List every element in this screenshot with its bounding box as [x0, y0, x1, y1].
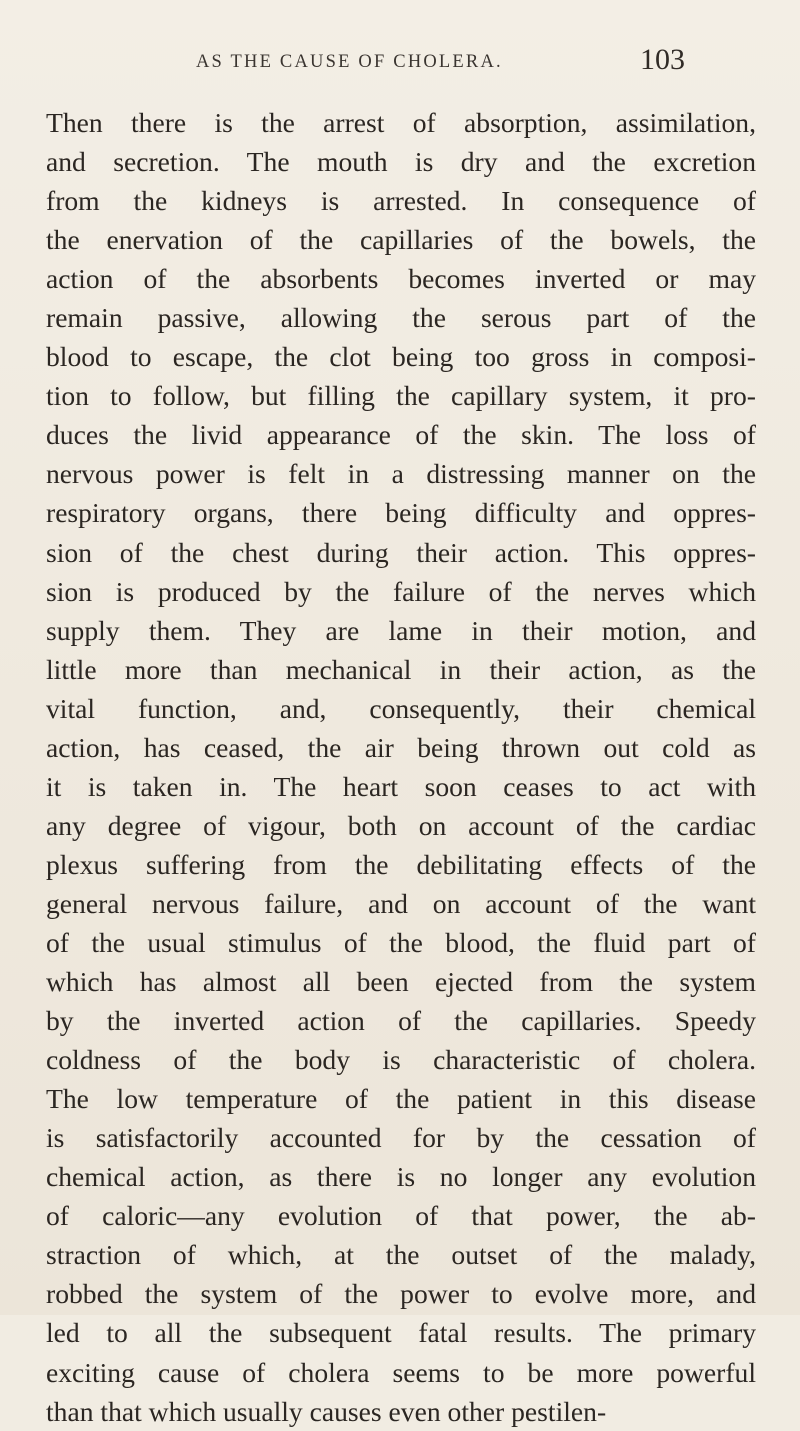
text-line: blood to escape, the clot being too gross in composi-: [46, 341, 756, 373]
text-line: tion to follow, but filling the capillary system, it pro-: [46, 380, 756, 412]
text-line: the enervation of the capillaries of the bowels, the: [46, 224, 756, 256]
text-line: general nervous failure, and on account of the want: [46, 887, 756, 919]
text-line: supply them. They are lame in their motion, and: [46, 614, 756, 646]
text-line: nervous power is felt in a distressing manner on the: [46, 458, 756, 490]
text-line: and secretion. The mouth is dry and the excretion: [46, 146, 756, 178]
running-head: AS THE CAUSE OF CHOLERA.: [196, 52, 503, 72]
text-line: than that which usually causes even other pestilen-: [46, 1395, 607, 1427]
text-line: duces the livid appearance of the skin. The loss of: [46, 419, 756, 451]
page-number: 103: [640, 43, 685, 76]
text-line: straction of which, at the outset of the malady,: [46, 1239, 756, 1271]
text-line: coldness of the body is characteristic of cholera.: [46, 1044, 756, 1076]
text-line: by the inverted action of the capillaries. Speedy: [46, 1005, 756, 1037]
text-line: vital function, and, consequently, their chemical: [46, 692, 756, 724]
text-line: which has almost all been ejected from the system: [46, 966, 756, 998]
text-line: little more than mechanical in their action, as the: [46, 653, 756, 685]
text-line: plexus suffering from the debilitating effects of the: [46, 848, 756, 880]
text-line: any degree of vigour, both on account of the cardiac: [46, 809, 756, 841]
text-line: it is taken in. The heart soon ceases to act with: [46, 770, 756, 802]
text-line: is satisfactorily accounted for by the cessation of: [46, 1122, 756, 1154]
text-line: from the kidneys is arrested. In consequence of: [46, 185, 756, 217]
text-line: sion of the chest during their action. This oppres-: [46, 536, 756, 568]
text-line: respiratory organs, there being difficulty and oppres-: [46, 497, 756, 529]
text-line: exciting cause of cholera seems to be more powerful: [46, 1356, 756, 1388]
text-line: sion is produced by the failure of the nerves which: [46, 575, 756, 607]
text-line: The low temperature of the patient in this disease: [46, 1083, 756, 1115]
text-line: of caloric—any evolution of that power, the ab-: [46, 1200, 756, 1232]
text-line: robbed the system of the power to evolve more, and: [46, 1278, 756, 1310]
text-line: chemical action, as there is no longer any evolution: [46, 1161, 756, 1193]
text-line: Then there is the arrest of absorption, assimilation,: [46, 107, 756, 138]
body-paragraph: [46, 103, 756, 1431]
text-line: of the usual stimulus of the blood, the fluid part of: [46, 926, 756, 958]
text-line: remain passive, allowing the serous part of the: [46, 302, 756, 334]
text-line: action of the absorbents becomes inverted or may: [46, 263, 756, 295]
text-line: action, has ceased, the air being thrown out cold as: [46, 731, 756, 763]
text-line: led to all the subsequent fatal results. The primary: [46, 1317, 756, 1349]
